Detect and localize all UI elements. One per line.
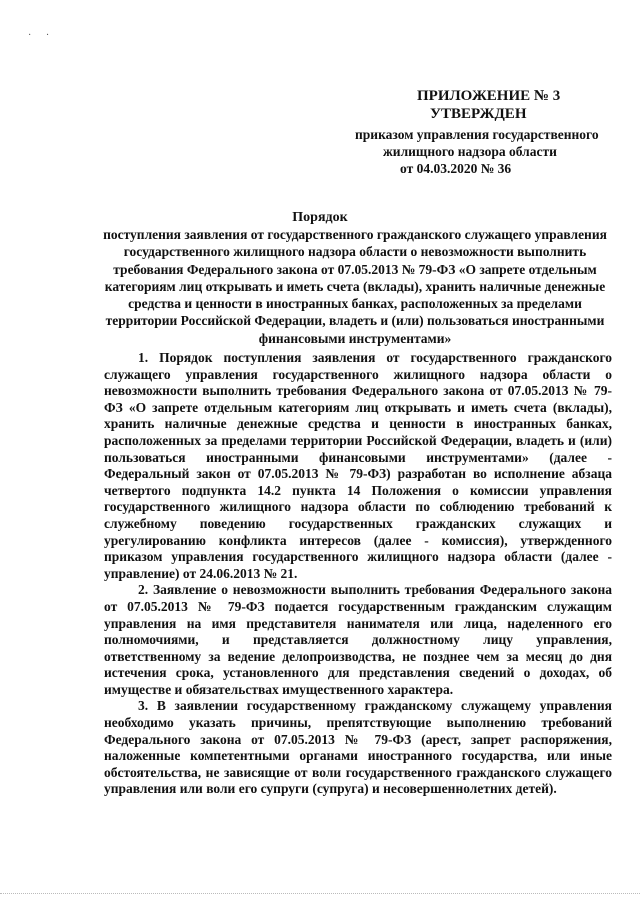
document-title: Порядок bbox=[292, 210, 348, 225]
order-reference-line: жилищного надзора области bbox=[383, 144, 557, 159]
order-reference-line: приказом управления государственного bbox=[355, 127, 599, 142]
appendix-number: ПРИЛОЖЕНИЕ № 3 bbox=[417, 88, 561, 104]
scan-artifact: · · bbox=[28, 30, 56, 41]
approval-stamp-text: УТВЕРЖДЕН bbox=[430, 106, 527, 122]
order-reference-date: от 04.03.2020 № 36 bbox=[400, 161, 512, 176]
scan-bottom-edge bbox=[0, 893, 640, 898]
paragraph-2: 2. Заявление о невозможности выполнить требования Федерального закона от 07.05.2013 № 79-ФЗ подается государственным гражданским служащим управления на имя представителя нанимателя или лица, наделенного его полномочиями, и представляется должностному лицу управления, ответственному за ведение делопроизводства, не позднее чем за месяц до дня истечения срока, установленного для представления сведений о доходах, об имуществе и обязательствах имущественного характера. bbox=[104, 582, 612, 697]
paragraph-1: 1. Порядок поступления заявления от государственного гражданского служащего управления государственного жилищного надзора области о невозможности выполнить требования Федерального закона от 07.05.2013 № 79-ФЗ «О запрете отдельным категориям лиц открывать и иметь счета (вклады), хранить наличные денежные средства и ценности в иностранных банках, расположенных за пределами территории Российской Федерации, владеть и (или) пользоваться иностранными финансовыми инструментами» (далее - Федеральный закон от 07.05.2013 № 79-ФЗ) разработан во исполнение абзаца четвертого подпункта 14.2 пункта 14 Положения о комиссии управления государственного жилищного надзора области по соблюдению требований к служебному поведению государственных гражданских служащих и урегулированию конфликта интересов (далее - комиссия), утвержденного приказом управления государственного жилищного надзора области (далее - управление) от 24.06.2013 № 21. bbox=[104, 350, 612, 581]
paragraph-3: 3. В заявлении государственному гражданскому служащему управления необходимо указать причины, препятствующие выполнению требований Федерального закона от 07.05.2013 № 79-ФЗ (арест, запрет распоряжения, наложенные компетентными органами иностранного государства, или иные обстоятельства, не зависящие от воли государственного гражданского служащего управления или воли его супруги (супруга) и несовершеннолетних детей). bbox=[104, 698, 612, 797]
document-subtitle: поступления заявления от государственного гражданского служащего управления государственного жилищного надзора области о невозможности выполнить требования Федерального закона от 07.05.2013 № 79-ФЗ «О запрете отдельным категориям лиц открывать и иметь счета (вклады), хранить наличные денежные средства и ценности в иностранных банках, расположенных за пределами территории Российской Федерации, владеть и (или) пользоваться иностранными финансовыми инструментами» bbox=[103, 227, 607, 346]
document-body bbox=[104, 350, 612, 798]
